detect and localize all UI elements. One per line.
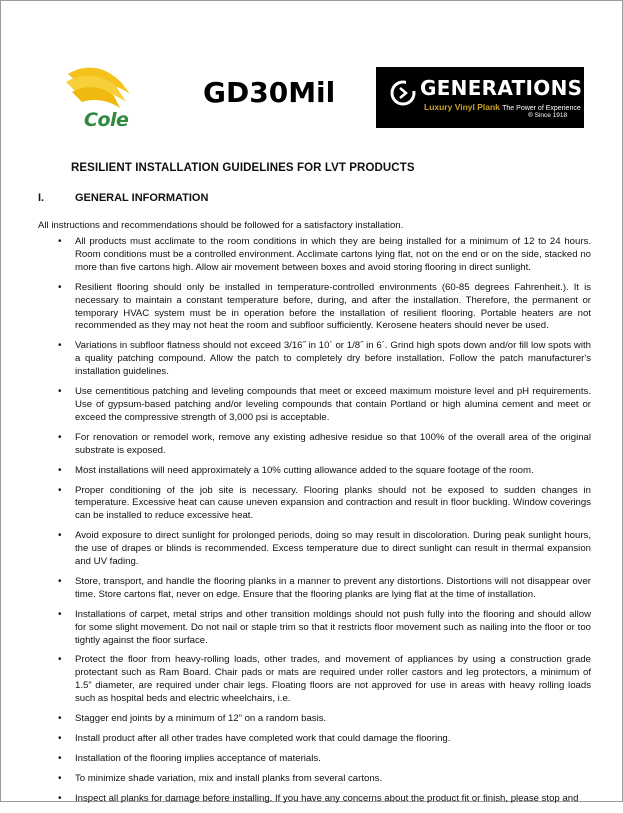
list-item: • Stagger end joints by a minimum of 12” on a random basis. [55,713,591,726]
list-item: • Installation of the flooring implies acceptance of materials. [55,753,591,766]
cole-wave-icon [64,64,136,110]
list-item: • Protect the floor from heavy-rolling loads, other trades, and movement of appliances by using a construction grade protectant such as Ram Board. Chair pads or mats are required under roller castors and leg protectors, a minimum of 1.5” diameter, are required under chair legs. Floating floors are not approved for use in areas with heavy rolling loads such as hospital beds and electric wheelchairs, i.e. [55,654,591,706]
section-title: GENERAL INFORMATION [75,192,209,204]
list-item: • Install product after all other trades have completed work that could damage the flooring. [55,733,591,746]
generations-since-text: Since 1918 [534,112,568,119]
document-header [0,0,623,140]
list-item: • Avoid exposure to direct sunlight for prolonged periods, doing so may result in discoloration. During peak sunlight hours, the use of drapes or blinds is recommended. Excess temperature due to direct sunlight can result in thermal expansion and UV fading. [55,530,591,569]
cole-wordmark: Cole [84,109,129,131]
list-item: • All products must acclimate to the room conditions in which they are being installed for a minimum of 12 to 24 hours. Room conditions must be a controlled environment. Acclimate cartons lying flat, not on the end or on the side, stacked no more than five cartons high. Allow air movement between boxes and avoid storing flooring in direct sunlight. [55,236,591,275]
generations-logo [376,67,584,128]
generations-tagline: The Power of Experience [502,105,581,112]
list-item: • Use cementitious patching and leveling compounds that meet or exceed maximum moisture level and pH requirements. Use of gypsum-based patching and/or leveling compounds that contain Portland or high alumina cement and meet or exceed the compressive strength of 3,000 psi is acceptable. [55,386,591,425]
generations-g-icon [388,78,418,108]
list-item: • Store, transport, and handle the flooring planks in a manner to prevent any distortions. Distortions will not disappear over time. Store cartons flat, never on edge. Ensure that the flooring planks are lying flat at the time of installation. [55,576,591,602]
list-item: • Proper conditioning of the job site is necessary. Flooring planks should not be exposed to sudden changes in temperature. Excessive heat can cause uneven expansion and contraction and result in floor buckling. Window coverings can be installed to reduce excessive heat. [55,485,591,524]
document-title: RESILIENT INSTALLATION GUIDELINES FOR LVT PRODUCTS [71,162,415,174]
product-code: GD30Mil [203,76,336,109]
list-item: • Most installations will need approximately a 10% cutting allowance added to the square footage of the room. [55,465,591,478]
list-item: • Variations in subfloor flatness should not exceed 3/16˝ in 10´ or 1/8˝ in 6´. Grind high spots down and/or fill low spots with a quality patching compound. Allow the patch to completely dry before installation. Follow the patch manufacturer's installation guidelines. [55,340,591,379]
list-item: • Installations of carpet, metal strips and other transition moldings should not push fully into the flooring and should allow for some slight movement. Do not nail or staple trim so that it restricts floor movement such as nailing into the floor or too tightly against the floor surface. [55,609,591,648]
generations-subtitle: Luxury Vinyl Plank [424,102,500,112]
generations-wordmark: GENERATIONS [420,76,583,100]
list-item: • Inspect all planks for damage before installing. If you have any concerns about the product fit or finish, please stop and [55,793,591,806]
section-number: I. [38,192,45,204]
generations-since [528,112,567,119]
list-item: • To minimize shade variation, mix and install planks from several cartons. [55,773,591,786]
list-item: • Resilient flooring should only be installed in temperature-controlled environments (60-85 degrees Fahrenheit.). It is necessary to maintain a constant temperature before, during, and after the installation. Therefore, the permanent or temporary HVAC system must be in operation before the installation of resilient flooring. Portable heaters are not recommended as they may not heat the room and subfloor sufficiently. Kerosene heaters should never be used. [55,282,591,334]
intro-paragraph: All instructions and recommendations should be followed for a satisfactory installation. [38,220,404,231]
guidelines-list [55,236,591,813]
registered-mark-icon: ® [528,112,533,119]
list-item: • For renovation or remodel work, remove any existing adhesive residue so that 100% of the overall area of the original substrate is exposed. [55,432,591,458]
